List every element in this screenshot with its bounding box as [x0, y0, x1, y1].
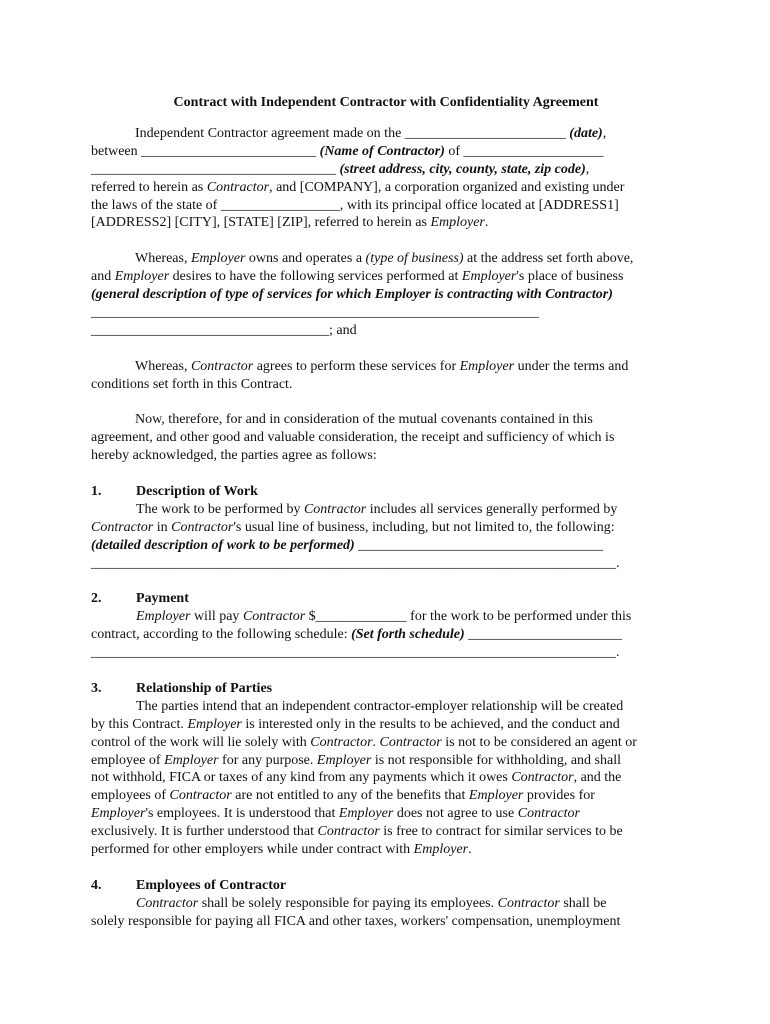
section-3-line-8: exclusively. It is further understood that Contractor is free to contract for similar services to be — [91, 824, 623, 840]
whereas1-line-2: and Employer desires to have the following services performed at Employer's place of business — [91, 269, 624, 285]
section-3-line-4: employee of Employer for any purpose. Employer is not responsible for withholding, and shall — [91, 752, 621, 768]
section-3-heading: 3. Relationship of Parties — [91, 680, 273, 696]
section-2-line-2: contract, according to the following schedule: (Set forth schedule) ______________________ — [91, 627, 623, 643]
section-3-line-3: control of the work will lie solely with Contractor. Contractor is not to be considered an agent or — [91, 734, 637, 750]
intro-line-6: [ADDRESS2] [CITY], [STATE] [ZIP], referred to herein as Employer. — [91, 215, 489, 231]
section-1-heading: 1. Description of Work — [91, 483, 258, 499]
now-line-3: hereby acknowledged, the parties agree as follows: — [91, 448, 377, 464]
whereas-paragraph-2 — [91, 358, 681, 394]
section-4-line-1: Contractor shall be solely responsible for paying its employees. Contractor shall be — [136, 895, 607, 911]
intro-line-5: the laws of the state of _________________, with its principal office located at [ADDRESS1] — [91, 197, 619, 213]
section-3-line-1: The parties intend that an independent contractor-employer relationship will be created — [136, 698, 624, 714]
whereas2-line-1: Whereas, Contractor agrees to perform these services for Employer under the terms and — [135, 358, 629, 374]
section-employees-of-contractor — [91, 877, 681, 931]
section-payment — [91, 590, 681, 662]
now-line-1: Now, therefore, for and in consideration of the mutual covenants contained in this — [135, 412, 593, 428]
whereas2-line-2: conditions set forth in this Contract. — [91, 376, 293, 392]
section-4-line-2: solely responsible for paying all FICA and other taxes, workers' compensation, unemployment — [91, 913, 621, 929]
section-1-line-4: ___________________________________________________________________________. — [91, 555, 620, 571]
intro-line-1: Independent Contractor agreement made on the _______________________ (date), — [135, 125, 607, 141]
section-3-line-7: Employer's employees. It is understood that Employer does not agree to use Contractor — [91, 806, 580, 822]
section-1-line-3: (detailed description of work to be performed) ___________________________________ — [91, 537, 604, 553]
section-1-line-2: Contractor in Contractor's usual line of business, including, but not limited to, the following: — [91, 519, 615, 535]
whereas1-line-4: ________________________________________________________________ — [91, 304, 539, 320]
now-line-2: agreement, and other good and valuable consideration, the receipt and sufficiency of which is — [91, 430, 615, 446]
whereas-paragraph-1 — [91, 250, 681, 340]
section-3-line-6: employees of Contractor are not entitled to any of the benefits that Employer provides for — [91, 788, 595, 804]
section-3-line-2: by this Contract. Employer is interested only in the results to be achieved, and the conduct and — [91, 716, 620, 732]
section-relationship-of-parties — [91, 680, 681, 859]
whereas1-line-3: (general description of type of services for which Employer is contracting with Contractor) — [91, 287, 613, 303]
intro-line-2: between _________________________ (Name of Contractor) of ____________________ — [91, 143, 604, 159]
section-2-line-3: ___________________________________________________________________________. — [91, 645, 620, 661]
section-2-heading: 2. Payment — [91, 591, 189, 607]
section-3-line-5: not withhold, FICA or taxes of any kind from any payments which it owes Contractor, and the — [91, 770, 622, 786]
document-page — [91, 94, 681, 948]
section-4-heading: 4. Employees of Contractor — [91, 877, 287, 893]
intro-line-3: ___________________________________ (street address, city, county, state, zip code), — [91, 161, 590, 177]
section-3-line-9: performed for other employers while under contract with Employer. — [91, 842, 472, 858]
whereas1-line-5: __________________________________; and — [91, 322, 357, 338]
section-1-line-1: The work to be performed by Contractor includes all services generally performed by — [136, 501, 618, 517]
intro-line-4: referred to herein as Contractor, and [COMPANY], a corporation organized and existing under — [91, 179, 625, 195]
document-title: Contract with Independent Contractor with Confidentiality Agreement — [173, 95, 599, 110]
section-2-line-1: Employer will pay Contractor $_____________ for the work to be performed under this — [136, 609, 632, 625]
intro-paragraph — [91, 125, 681, 232]
now-therefore-paragraph — [91, 411, 681, 465]
whereas1-line-1: Whereas, Employer owns and operates a (type of business) at the address set forth above, — [135, 251, 634, 267]
section-description-of-work — [91, 483, 681, 573]
